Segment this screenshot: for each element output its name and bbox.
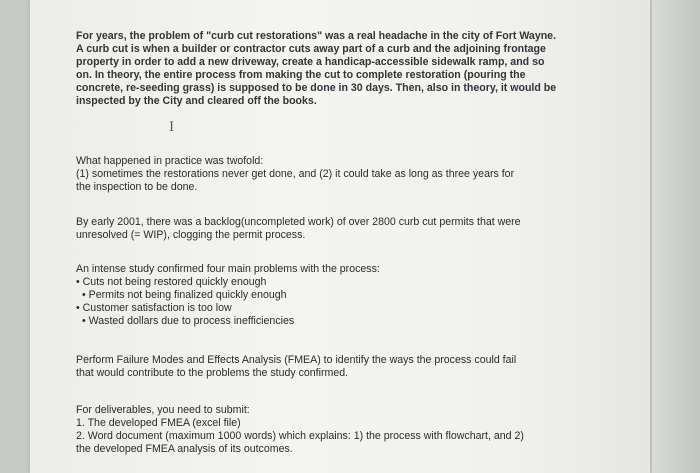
fmea-task-paragraph xyxy=(76,354,576,380)
list-item: • Cuts not being restored quickly enough xyxy=(76,276,576,289)
problems-paragraph xyxy=(76,263,576,328)
text-line: inspected by the City and cleared off the books. xyxy=(76,95,317,107)
text-line: What happened in practice was twofold: xyxy=(76,155,264,167)
text-line: property in order to add a new driveway, create a handicap-accessible sidewalk ramp, and so xyxy=(76,56,545,68)
text-line: (1) sometimes the restorations never get done, and (2) it could take as long as three years for xyxy=(76,168,515,180)
deliverables-paragraph xyxy=(76,404,576,456)
text-line: that would contribute to the problems the study confirmed. xyxy=(76,367,349,379)
backlog-paragraph xyxy=(76,216,576,242)
text-line: A curb cut is when a builder or contractor cuts away part of a curb and the adjoining frontage xyxy=(76,43,546,55)
text-line: concrete, re-seeding grass) is supposed to be done in 30 days. Then, also in theory, it would be xyxy=(76,82,557,94)
text-line: By early 2001, there was a backlog(uncompleted work) of over 2800 curb cut permits that were xyxy=(76,216,521,228)
text-line: For deliverables, you need to submit: xyxy=(76,404,250,416)
text-cursor-icon: I xyxy=(169,120,175,135)
text-line: Perform Failure Modes and Effects Analysis (FMEA) to identify the ways the process could fail xyxy=(76,354,517,366)
text-line: the developed FMEA analysis of its outcomes. xyxy=(76,443,293,455)
text-line: 1. The developed FMEA (excel file) xyxy=(76,417,241,429)
practice-paragraph xyxy=(76,155,576,194)
text-line: unresolved (= WIP), clogging the permit process. xyxy=(76,229,306,241)
list-item: • Permits not being finalized quickly enough xyxy=(76,289,576,302)
text-line: the inspection to be done. xyxy=(76,181,198,193)
problems-intro: An intense study confirmed four main problems with the process: xyxy=(76,263,380,275)
background-edge xyxy=(652,0,700,473)
text-line: on. In theory, the entire process from making the cut to complete restoration (pouring the xyxy=(76,69,526,81)
text-line: 2. Word document (maximum 1000 words) which explains: 1) the process with flowchart, and 2) xyxy=(76,430,524,442)
intro-paragraph xyxy=(76,30,576,108)
text-line: For years, the problem of "curb cut restorations" was a real headache in the city of Fort Wayne. xyxy=(76,30,557,42)
list-item: • Customer satisfaction is too low xyxy=(76,302,576,315)
problems-list xyxy=(76,276,576,328)
list-item: • Wasted dollars due to process inefficiencies xyxy=(76,315,576,328)
